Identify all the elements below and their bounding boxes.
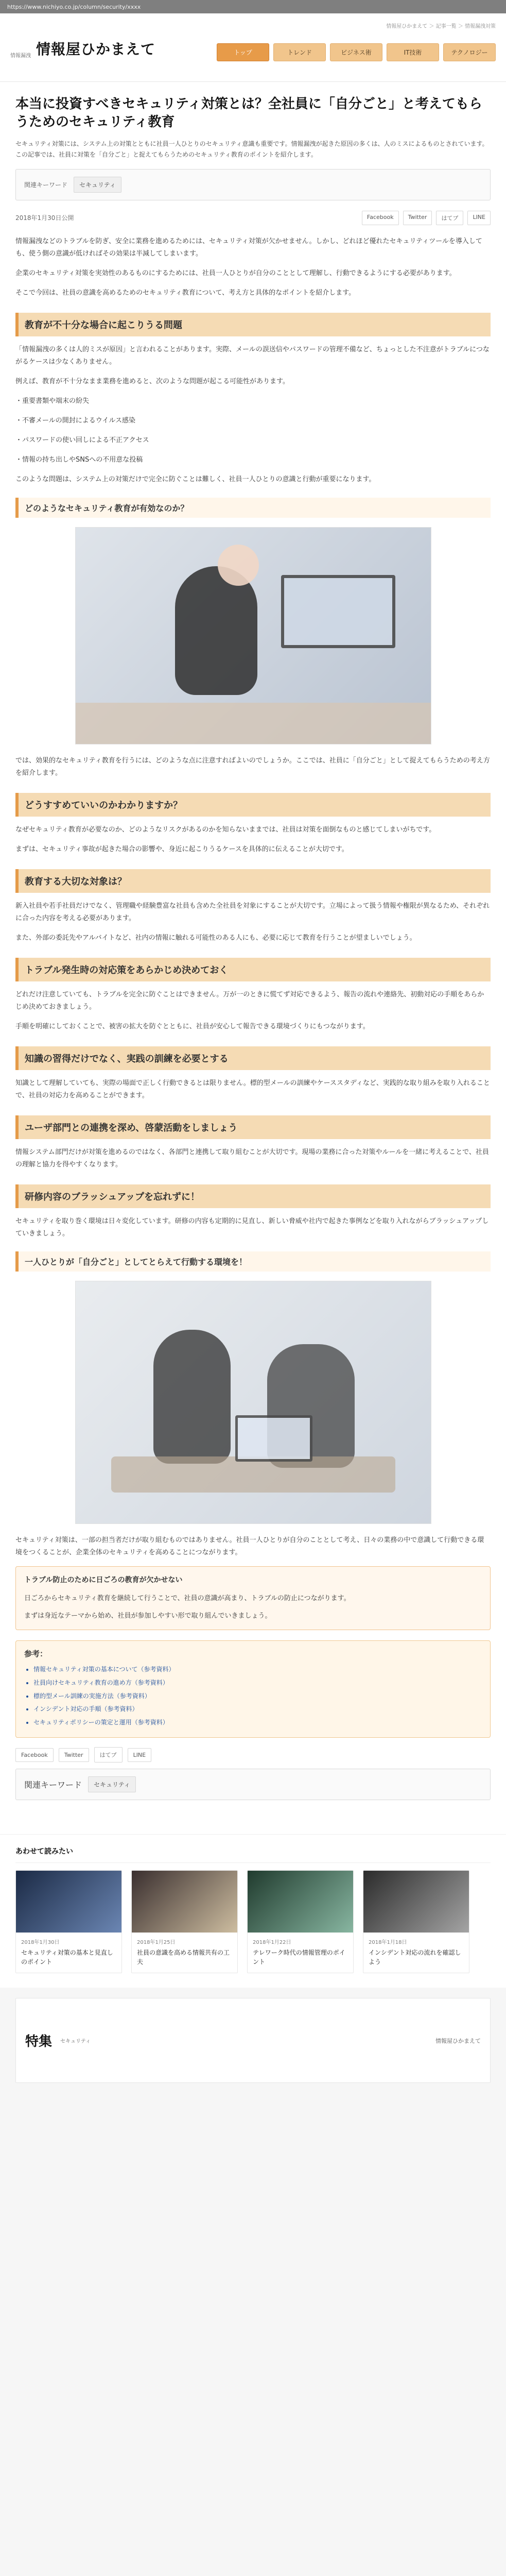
paragraph: では、効果的なセキュリティ教育を行うには、どのような点に注意すればよいのでしょうか。ここでは、社員に「自分ごと」として捉えてもらうための考え方を紹介します。 bbox=[15, 756, 490, 777]
related-card[interactable] bbox=[247, 1870, 354, 1973]
reference-link[interactable]: • 情報セキュリティ対策の基本について（参考資料） bbox=[33, 1664, 482, 1675]
featured-small: セキュリティ bbox=[60, 2039, 91, 2045]
related-title: あわせて読みたい bbox=[15, 1848, 73, 1856]
related-thumbnail bbox=[248, 1871, 353, 1933]
section-heading: 教育する大切な対象は？ bbox=[15, 869, 491, 893]
share-hatebu[interactable]: はてブ bbox=[436, 211, 463, 225]
paragraph: 新入社員や若手社員だけでなく、管理職や経験豊富な社員も含めた全社員を対象にすることが大切です。立場によって扱う情報や権限が異なるため、それぞれに合った内容を考える必要があります。 bbox=[15, 902, 490, 922]
section-heading: 知識の習得だけでなく、実践の訓練を必要とする bbox=[15, 1046, 491, 1070]
bullet-line: ・不審メールの開封によるウイルス感染 bbox=[15, 417, 135, 425]
article-lead: セキュリティ対策には、システム上の対策とともに社員一人ひとりのセキュリティ意識も重要です。情報漏洩が起きた原因の多くは、人のミスによるものとされています。この記事では、社員に対策を「自分ごと」と捉えてもらうためのセキュリティ教育のポイントを紹介します。 bbox=[15, 140, 488, 158]
divider bbox=[15, 1862, 491, 1863]
share-buttons bbox=[362, 211, 491, 225]
related-card[interactable] bbox=[131, 1870, 238, 1973]
second-image bbox=[75, 1281, 431, 1524]
reference-link[interactable]: • 標的型メール訓練の実施方法（参考資料） bbox=[33, 1691, 482, 1702]
bottom-tag-security[interactable]: セキュリティ bbox=[88, 1776, 136, 1792]
paragraph: なぜセキュリティ教育が必要なのか、どのようなリスクがあるのかを知らないままでは、社員は対策を面倒なものと感じてしまいがちです。 bbox=[15, 825, 436, 834]
subheading: 一人ひとりが「自分ごと」としてとらえて行動する環境を！ bbox=[15, 1251, 491, 1272]
related-date: 2018年1月18日 bbox=[369, 1940, 407, 1946]
image-desk-shape bbox=[76, 703, 431, 744]
paragraph: セキュリティ対策は、一部の担当者だけが取り組むものではありません。社員一人ひとりが自分のこととして考え、日々の業務の中で意識して行動できる環境をつくることが、企業全体のセキュリティを高めることにつながります。 bbox=[15, 1536, 484, 1557]
bullet-line: ・重要書類や端末の紛失 bbox=[15, 397, 90, 405]
bottom-share-hatebu[interactable]: はてブ bbox=[94, 1747, 123, 1762]
global-nav bbox=[217, 43, 496, 61]
references-list bbox=[24, 1664, 482, 1728]
related-card-body bbox=[132, 1933, 237, 1973]
related-cards bbox=[15, 1870, 491, 1973]
related-card[interactable] bbox=[363, 1870, 469, 1973]
article-meta bbox=[15, 211, 491, 225]
related-card-body bbox=[248, 1933, 353, 1973]
callout-box bbox=[15, 1566, 491, 1630]
paragraph: どれだけ注意していても、トラブルを完全に防ぐことはできません。万が一のときに慌てず対応できるよう、報告の流れや連絡先、初動対応の手順をあらかじめ決めておきましょう。 bbox=[15, 990, 484, 1011]
bottom-tag-label: 関連キーワード bbox=[24, 1780, 82, 1790]
spacer bbox=[0, 2083, 506, 2176]
references-title: 参考： bbox=[24, 1649, 48, 1659]
related-date: 2018年1月25日 bbox=[137, 1940, 176, 1946]
nav-item-1[interactable]: トップ bbox=[217, 43, 269, 61]
nav-item-4[interactable]: IT技術 bbox=[387, 43, 439, 61]
paragraph: 情報システム部門だけが対策を進めるのではなく、各部門と連携して取り組むことが大切です。現場の業務に合った対策やルールを一緒に考えることで、社員の理解と協力を得やすくなります。 bbox=[15, 1148, 489, 1169]
bullet-line: ・情報の持ち出しやSNSへの不用意な投稿 bbox=[15, 456, 143, 464]
reference-link[interactable]: • インシデント対応の手順（参考資料） bbox=[33, 1704, 482, 1715]
share-facebook[interactable]: Facebook bbox=[362, 211, 399, 225]
callout-paragraph: まずは身近なテーマから始め、社員が参加しやすい形で取り組んでいきましょう。 bbox=[24, 1612, 272, 1620]
related-card-title: セキュリティ対策の基本と見直しのポイント bbox=[21, 1949, 113, 1965]
bottom-share-facebook[interactable]: Facebook bbox=[15, 1748, 54, 1762]
nav-item-2[interactable]: トレンド bbox=[273, 43, 326, 61]
bullet-line: ・パスワードの使い回しによる不正アクセス bbox=[15, 436, 149, 445]
related-card-body bbox=[16, 1933, 121, 1973]
url-text: https://www.nichiyo.co.jp/column/security/xxxx bbox=[7, 3, 141, 10]
logo-small-text: 情報漏洩 bbox=[10, 53, 31, 59]
image-person-1 bbox=[153, 1330, 231, 1464]
paragraph: また、外部の委託先やアルバイトなど、社内の情報に触れる可能性のある人にも、必要に応じて教育を行うことが望ましいでしょう。 bbox=[15, 934, 416, 942]
tag-label: 関連キーワード bbox=[24, 181, 68, 189]
paragraph: 手順を明確にしておくことで、被害の拡大を防ぐとともに、社員が安心して報告できる環境づくりにもつながります。 bbox=[15, 1022, 370, 1030]
share-twitter[interactable]: Twitter bbox=[403, 211, 432, 225]
paragraph: 知識として理解していても、実際の場面で正しく行動できるとは限りません。標的型メールの訓練やケーススタディなど、実践的な取り組みを取り入れることで、社員の対応力を高めることができます。 bbox=[15, 1079, 490, 1100]
content-wrapper bbox=[0, 82, 506, 2176]
tag-security[interactable]: セキュリティ bbox=[74, 177, 121, 193]
reference-link[interactable]: • 社員向けセキュリティ教育の進め方（参考資料） bbox=[33, 1677, 482, 1689]
paragraph: セキュリティを取り巻く環境は日々変化しています。研修の内容も定期的に見直し、新しい脅威や社内で起きた事例などを取り入れながらブラッシュアップしていきましょう。 bbox=[15, 1217, 489, 1238]
related-card-title: インシデント対応の流れを確認しよう bbox=[369, 1949, 461, 1965]
share-line[interactable]: LINE bbox=[467, 211, 491, 225]
section-heading: どうすすめていいのかわかりますか？ bbox=[15, 793, 491, 817]
related-thumbnail bbox=[16, 1871, 121, 1933]
article-main bbox=[0, 82, 506, 1834]
logo-title: 情報屋ひかまえて bbox=[36, 41, 156, 58]
bottom-share bbox=[15, 1747, 491, 1762]
bottom-share-line[interactable]: LINE bbox=[128, 1748, 152, 1762]
featured-label: 特集 bbox=[25, 2034, 53, 2050]
featured-left bbox=[25, 2031, 91, 2050]
related-card-title: テレワーク時代の情報管理のポイント bbox=[253, 1949, 345, 1965]
paragraph: 「情報漏洩の多くは人的ミスが原因」と言われることがあります。実際、メールの誤送信やパスワードの管理不備など、ちょっとした不注意がトラブルにつながるケースは少なくありません。 bbox=[15, 346, 490, 366]
paragraph: そこで今回は、社員の意識を高めるためのセキュリティ教育について、考え方と具体的なポイントを紹介します。 bbox=[15, 289, 356, 297]
related-card-title: 社員の意識を高める情報共有の工夫 bbox=[137, 1949, 230, 1965]
image-laptop-shape bbox=[235, 1415, 312, 1462]
section-heading: ユーザ部門との連携を深め、啓蒙活動をしましょう bbox=[15, 1115, 491, 1139]
related-thumbnail bbox=[363, 1871, 469, 1933]
site-logo[interactable] bbox=[10, 38, 155, 59]
browser-url-bar bbox=[0, 0, 506, 13]
hero-image bbox=[75, 527, 431, 744]
image-table-shape bbox=[111, 1456, 395, 1493]
nav-item-5[interactable]: テクノロジー bbox=[443, 43, 496, 61]
section-heading: トラブル発生時の対応策をあらかじめ決めておく bbox=[15, 958, 491, 981]
section-heading: 研修内容のブラッシュアップを忘れずに！ bbox=[15, 1184, 491, 1208]
references-box bbox=[15, 1640, 491, 1738]
paragraph: このような問題は、システム上の対策だけで完全に防ぐことは難しく、社員一人ひとりの意識と行動が重要になります。 bbox=[15, 476, 376, 484]
reference-link[interactable]: • セキュリティポリシーの策定と運用（参考資料） bbox=[33, 1717, 482, 1728]
related-card[interactable] bbox=[15, 1870, 122, 1973]
paragraph: 企業のセキュリティ対策を実効性のあるものにするためには、社員一人ひとりが自分のこととして理解し、行動できるようにする必要があります。 bbox=[15, 269, 456, 278]
featured-banner[interactable] bbox=[15, 1998, 491, 2083]
bottom-share-twitter[interactable]: Twitter bbox=[59, 1748, 89, 1762]
paragraph: 例えば、教育が不十分なまま業務を進めると、次のような問題が起こる可能性があります。 bbox=[15, 378, 289, 386]
nav-item-3[interactable]: ビジネス術 bbox=[330, 43, 382, 61]
callout-title: トラブル防止のために日ごろの教育が欠かせない bbox=[24, 1576, 183, 1585]
article-title: 本当に投資すべきセキュリティ対策とは？全社員に「自分ごと」と考えてもらうためのセキュリティ教育 bbox=[15, 96, 482, 130]
callout-paragraph: 日ごろからセキュリティ教育を継続して行うことで、社員の意識が高まり、トラブルの防止につながります。 bbox=[24, 1595, 351, 1603]
article-tagbox bbox=[15, 169, 491, 200]
section-heading: 教育が不十分な場合に起こりうる問題 bbox=[15, 313, 491, 336]
site-header bbox=[0, 13, 506, 82]
related-date: 2018年1月22日 bbox=[253, 1940, 291, 1946]
related-thumbnail bbox=[132, 1871, 237, 1933]
related-articles bbox=[0, 1834, 506, 1988]
featured-brand: 情報屋ひかまえて bbox=[435, 2037, 481, 2044]
bottom-tagbox bbox=[15, 1769, 491, 1800]
image-screen-shape bbox=[281, 575, 395, 648]
related-card-body bbox=[363, 1933, 469, 1973]
subheading: どのようなセキュリティ教育が有効なのか？ bbox=[15, 498, 491, 518]
paragraph: 情報漏洩などのトラブルを防ぎ、安全に業務を進めるためには、セキュリティ対策が欠かせません。しかし、どれほど優れたセキュリティツールを導入しても、使う側の意識が低ければその効果は半減してしまいます。 bbox=[15, 237, 482, 258]
paragraph: まずは、セキュリティ事故が起きた場合の影響や、身近に起こりうるケースを具体的に伝えることが大切です。 bbox=[15, 845, 348, 853]
breadcrumb: 情報屋ひかまえて ＞ 記事一覧 ＞ 情報漏洩対策 bbox=[386, 24, 496, 29]
related-date: 2018年1月30日 bbox=[21, 1940, 60, 1946]
publish-date: 2018年1月30日公開 bbox=[15, 214, 74, 222]
